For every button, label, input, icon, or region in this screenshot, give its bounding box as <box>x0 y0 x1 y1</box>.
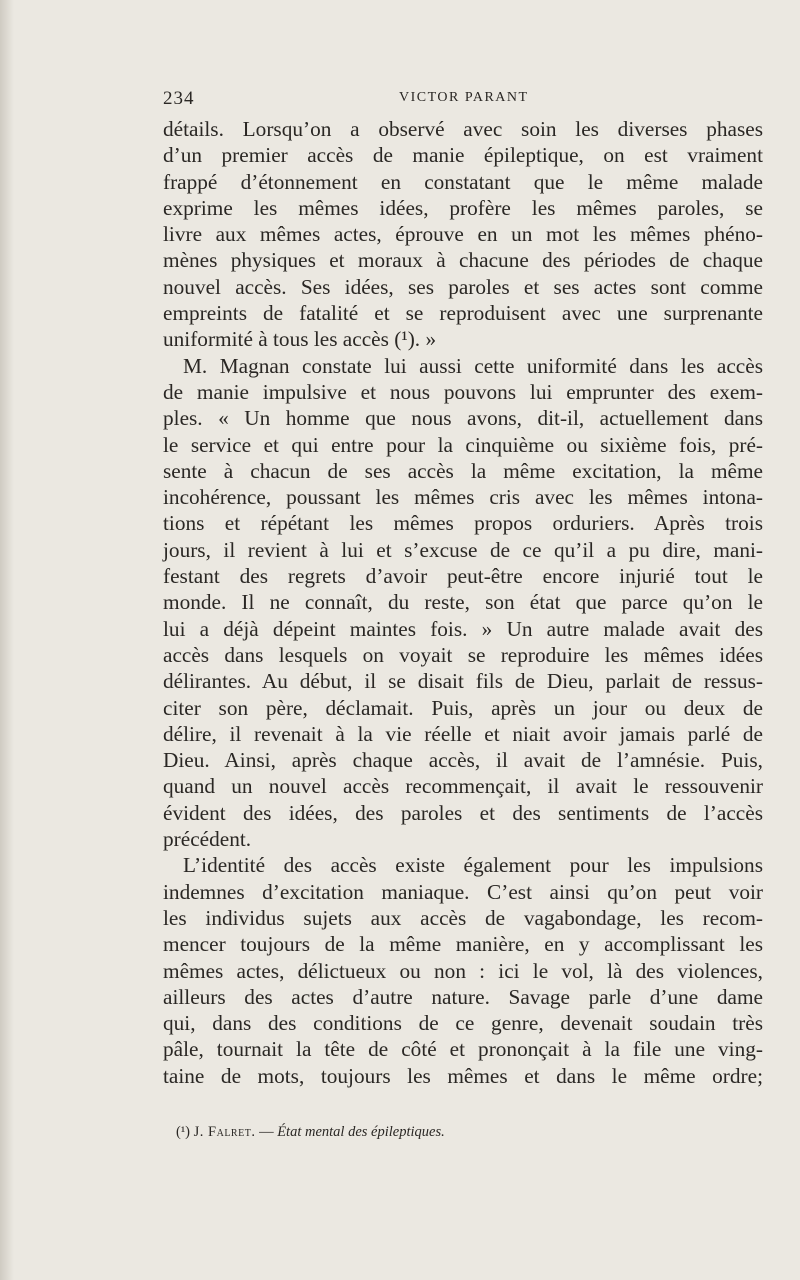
footnote-dash: — <box>259 1124 274 1140</box>
page-number: 234 <box>163 88 195 109</box>
text-line: délirantes. Au début, il se disait fils de Dieu, parlait de ressus- <box>163 669 763 694</box>
text-line: d’un premier accès de manie épileptique, on est vraiment <box>163 143 763 168</box>
running-head <box>163 88 763 112</box>
text-line: ples. « Un homme que nous avons, dit-il, actuellement dans <box>163 406 763 431</box>
text-line: festant des regrets d’avoir peut-être encore injurié tout le <box>163 564 763 589</box>
text-line: citer son père, déclamait. Puis, après un jour ou deux de <box>163 695 763 720</box>
text-line: sente à chacun de ses accès la même excitation, la même <box>163 458 763 483</box>
text-line: mêmes actes, délictueux ou non : ici le vol, là des violences, <box>163 958 763 983</box>
footnote-work-title: État mental des épileptiques. <box>277 1124 445 1140</box>
text-line: jours, il revient à lui et s’excuse de ce qu’il a pu dire, mani- <box>163 537 763 562</box>
text-line: livre aux mêmes actes, éprouve en un mot les mêmes phéno- <box>163 222 763 247</box>
text-line: empreints de fatalité et se reproduisent avec une surprenante <box>163 301 763 326</box>
running-title: VICTOR PARANT <box>399 90 529 105</box>
text-line: incohérence, poussant les mêmes cris avec les mêmes intona- <box>163 485 763 510</box>
text-line: accès dans lesquels on voyait se reproduire les mêmes idées <box>163 642 763 667</box>
text-line: mènes physiques et moraux à chacune des périodes de chaque <box>163 248 763 273</box>
text-line: mencer toujours de la même manière, en y accomplissant les <box>163 932 763 957</box>
text-line: tions et répétant les mêmes propos orduriers. Après trois <box>163 511 763 536</box>
text-line: délire, il revenait à la vie réelle et niait avoir jamais parlé de <box>163 721 763 746</box>
footnote <box>176 1124 445 1141</box>
text-line: détails. Lorsqu’on a observé avec soin les diverses phases <box>163 117 763 141</box>
text-line: exprime les mêmes idées, profère les mêmes paroles, se <box>163 195 763 220</box>
text-line: taine de mots, toujours les mêmes et dans le même ordre; <box>163 1063 763 1088</box>
text-line: frappé d’étonnement en constatant que le même malade <box>163 169 763 194</box>
text-line: de manie impulsive et nous pouvons lui emprunter des exem- <box>163 379 763 404</box>
text-line: qui, dans des conditions de ce genre, devenait soudain très <box>163 1011 763 1036</box>
text-line: lui a déjà dépeint maintes fois. » Un autre malade avait des <box>163 616 763 641</box>
text-line: indemnes d’excitation maniaque. C’est ainsi qu’on peut voir <box>163 879 763 904</box>
paragraph-start-line: M. Magnan constate lui aussi cette uniformité dans les accès <box>183 353 763 378</box>
text-line: précédent. <box>163 827 252 852</box>
body-text <box>163 116 763 1089</box>
text-line: uniformité à tous les accès (¹). » <box>163 327 437 352</box>
footnote-marker: (¹) <box>176 1124 191 1140</box>
text-line: pâle, tournait la tête de côté et prononçait à la file une ving- <box>163 1037 763 1062</box>
text-line: évident des idées, des paroles et des sentiments de l’accès <box>163 800 763 825</box>
text-line: Dieu. Ainsi, après chaque accès, il avait de l’amnésie. Puis, <box>163 748 763 773</box>
text-line: le service et qui entre pour la cinquième ou sixième fois, pré- <box>163 432 763 457</box>
text-line: ailleurs des actes d’autre nature. Savage parle d’une dame <box>163 984 763 1009</box>
paragraph-start-line: L’identité des accès existe également pour les impulsions <box>183 853 763 878</box>
footnote-author: J. Falret. <box>193 1124 256 1140</box>
text-line: les individus sujets aux accès de vagabondage, les recom- <box>163 905 763 930</box>
text-line: nouvel accès. Ses idées, ses paroles et ses actes sont comme <box>163 274 763 299</box>
text-line: quand un nouvel accès recommençait, il avait le ressouvenir <box>163 774 763 799</box>
page-edge-shadow <box>0 0 14 1280</box>
text-line: monde. Il ne connaît, du reste, son état que parce qu’on le <box>163 590 763 615</box>
